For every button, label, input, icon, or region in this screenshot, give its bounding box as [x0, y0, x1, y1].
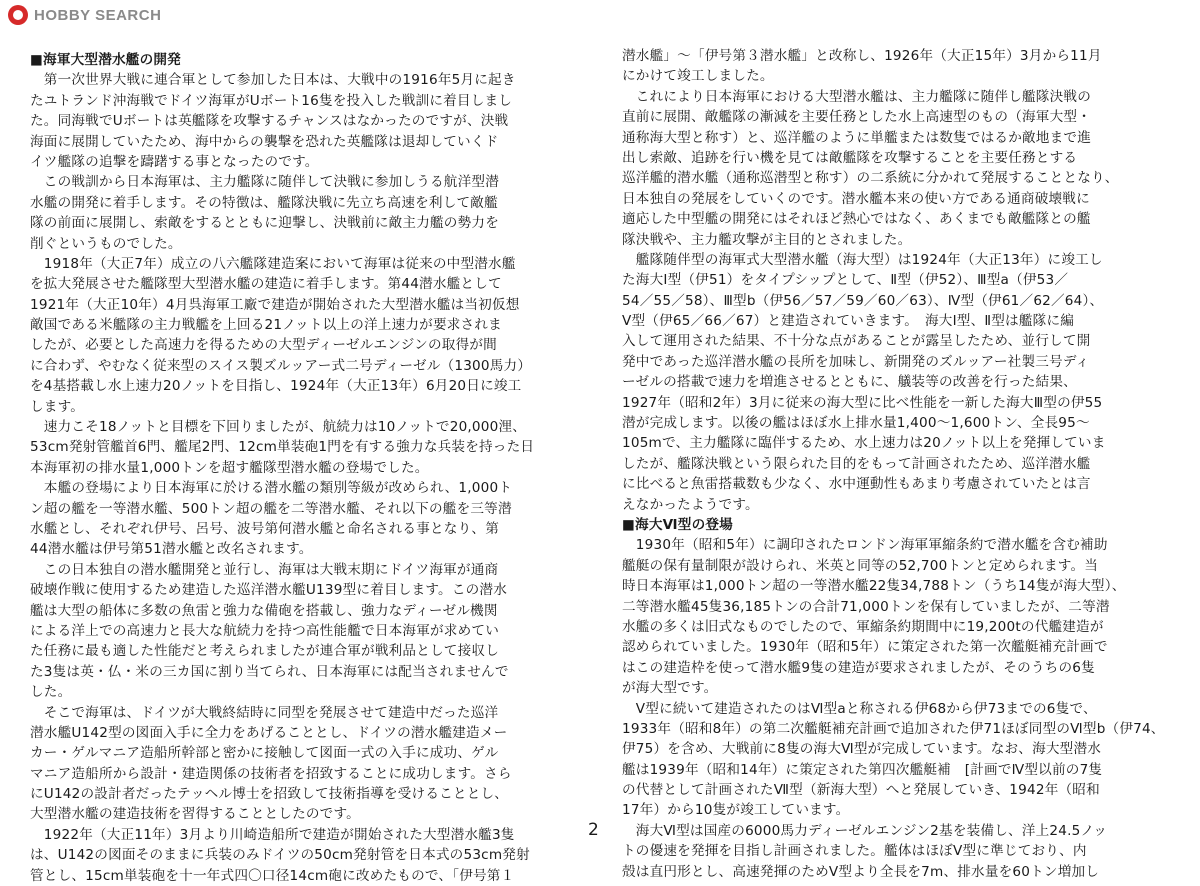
text-line: 54／55／58）、Ⅲ型b（伊56／57／59／60／63）、Ⅳ型（伊61／62／64）、 [622, 292, 1104, 309]
section-heading: ■海大Ⅵ型の登場 [622, 516, 733, 533]
text-line: します。 [30, 398, 85, 415]
text-line: これにより日本海軍における大型潜水艦は、主力艦隊に随伴し艦隊決戦の [622, 88, 1091, 105]
text-line: た任務に最も適した性能だと考えられましたが連合軍が戦利品として接収し [30, 643, 499, 660]
text-line: 潜水艦」～「伊号第３潜水艦」と改称し、1926年（大正15年）3月から11月 [622, 48, 1102, 64]
text-line: たユトランド沖海戦でドイツ海軍がUボート16隻を投入した戦訓に着目しまし [30, 92, 513, 109]
text-line: マニア造船所から設計・建造関係の技術者を招致することに成功します。さら [30, 765, 512, 782]
text-line: 第一次世界大戦に連合軍として参加した日本は、大戦中の1916年5月に起き [30, 72, 516, 89]
text-line: 1930年（昭和5年）に調印されたロンドン海軍軍縮条約で潜水艦を含む補助 [622, 537, 1108, 554]
hobby-search-logo[interactable] [8, 4, 161, 26]
text-line: 直前に展開、敵艦隊の漸減を主要任務とした水上高速型のもの（海軍大型・ [622, 109, 1091, 126]
text-line: を4基搭載し水上速力20ノットを目指し、1924年（大正13年）6月20日に竣工 [30, 378, 522, 395]
text-line: Ⅴ型（伊65／66／67）と建造されていきます。 海大Ⅰ型、Ⅱ型は艦隊に編 [622, 313, 1075, 330]
text-line: 潜水艦U142型の図面入手に全力をあげることとし、ドイツの潜水艦建造メー [30, 724, 508, 741]
text-line: したが、必要とした高速力を得るための大型ディーゼルエンジンの取得が間 [30, 337, 497, 354]
text-line: 隊決戦や、主力艦攻撃が主目的とされました。 [622, 231, 912, 248]
text-line: した。 [30, 684, 72, 701]
text-line: 44潜水艦は伊号第51潜水艦と改名されます。 [30, 541, 313, 558]
text-line: 削ぐというものでした。 [30, 235, 182, 252]
text-line: この戦訓から日本海軍は、主力艦隊に随伴して決戦に参加しうる航洋型潜 [30, 174, 499, 191]
text-line: 伊75）を含め、大戦前に8隻の海大Ⅵ型が完成しています。なお、海大型潜水 [622, 741, 1102, 758]
text-line: にかけて竣工しました。 [622, 68, 774, 85]
text-line: この日本独自の潜水艦開発と並行し、海軍は大戦末期にドイツ海軍が通商 [30, 561, 499, 578]
text-line: 1922年（大正11年）3月より川崎造船所で建造が開始された大型潜水艦3隻 [30, 826, 515, 843]
text-line: 艦は大型の船体に多数の魚雷と強力な備砲を搭載し、強力なディーゼル機関 [30, 602, 498, 619]
text-line: 入して運用された結果、不十分な点があることが露呈したため、並行して開 [622, 333, 1091, 350]
text-line: 水艦とし、それぞれ伊号、呂号、波号第何潜水艦と命名される事となり、第 [30, 520, 499, 537]
left-column [30, 50, 578, 886]
text-line: 海面に展開していたため、海中からの襲撃を恐れた英艦隊は退却していくド [30, 133, 499, 150]
text-line: 出し索敵、追跡を行い機を見ては敵艦隊を攻撃することを主要任務とする [622, 149, 1078, 166]
text-line: 1927年（昭和2年）3月に従来の海大型に比べ性能を一新した海大Ⅲ型の伊55 [622, 394, 1103, 411]
text-line: にU142の設計者だったテッヘル博士を招致して技術指導を受けることとし、 [30, 786, 509, 803]
text-line: 敵国である米艦隊の主力戦艦を上回る21ノット以上の洋上速力が要求されま [30, 317, 502, 334]
text-line: ーゼルの搭載で速力を増進させるとともに、艤装等の改善を行った結果、 [622, 374, 1077, 391]
text-line: はこの建造枠を使って潜水艦9隻の建造が要求されましたが、そのうちの6隻 [622, 659, 1095, 676]
text-line: た海大Ⅰ型（伊51）をタイプシップとして、Ⅱ型（伊52）、Ⅲ型a（伊53／ [622, 272, 1069, 289]
text-line: に比べると魚雷搭載数も少なく、水中運動性もあまり考慮されていたとは言 [622, 476, 1091, 493]
text-line: が海大型です。 [622, 680, 718, 697]
text-line: た。同海戦でUボートは英艦隊を攻撃するチャンスはなかったのですが、決戦 [30, 113, 509, 130]
text-line: 巡洋艦的潜水艦（通称巡潜型と称す）の二系統に分かれて発展することとなり、 [622, 170, 1119, 187]
text-line: に合わず、やむなく従来型のスイス製ズルッアー式二号ディーゼル（1300馬力） [30, 357, 532, 374]
text-line: 艦は1939年（昭和14年）に策定された第四次艦艇補 [計画でⅣ型以前の7隻 [622, 761, 1103, 778]
text-line: 水艦の多くは旧式なものでしたので、軍縮条約期間中に19,200tの代艦建造が [622, 618, 1104, 635]
text-line: 時日本海軍は1,000トン超の一等潜水艦22隻34,788トン（うち14隻が海大型）、 [622, 578, 1126, 595]
text-line: 管とし、15cm単装砲を十一年式四〇口径14cm砲に改めたもので、「伊号第１ [30, 867, 515, 884]
text-line: の代替として計画されたⅦ型（新海大型）へと発展していき、1942年（昭和 [622, 782, 1100, 799]
logo-text: HOBBY SEARCH [34, 6, 162, 24]
text-line: えなかったようです。 [622, 496, 759, 513]
text-line: したが、艦隊決戦という限られた目的をもって計画されたため、巡洋潜水艦 [622, 455, 1091, 472]
text-line: 1918年（大正7年）成立の八六艦隊建造案において海軍は従来の中型潜水艦 [30, 255, 516, 272]
text-line: 速力こそ18ノットと目標を下回りましたが、航続力は10ノットで20,000浬、 [30, 419, 527, 436]
text-line: トの優速を発揮を目指し計画されました。艦体はほぼⅤ型に準じており、内 [622, 843, 1087, 860]
text-line: 適応した中型艦の開発にはそれほど熱心ではなく、あくまでも敵艦隊との艦 [622, 211, 1091, 228]
text-line: 艦艇の保有量制限が設けられ、米英と同等の52,700トンと定められます。当 [622, 557, 1099, 574]
text-line: た3隻は英・仏・米の三カ国に割り当てられ、日本海軍には配当されませんで [30, 663, 509, 680]
text-line: イツ艦隊の追撃を躊躇する事となったのです。 [30, 153, 319, 170]
text-line: による洋上での高速力と長大な航続力を持つ高性能艦で日本海軍が求めてい [30, 622, 499, 639]
text-line: 艦隊随伴型の海軍式大型潜水艦（海大型）は1924年（大正13年）に竣工し [622, 251, 1103, 268]
text-line: 二等潜水艦45隻36,185トンの合計71,000トンを保有していましたが、二等潜 [622, 598, 1110, 615]
text-line: 1933年（昭和8年）の第二次艦艇補充計画で追加された伊71ほぼ同型のⅥ型b（伊74、 [622, 720, 1165, 737]
logo-icon [8, 5, 28, 25]
right-column [622, 46, 1170, 882]
text-line: 海大Ⅵ型は国産の6000馬力ディーゼルエンジン2基を装備し、洋上24.5ノッ [622, 822, 1108, 839]
text-line: カー・ゲルマニア造船所幹部と密かに接触して図面一式の入手に成功、ゲル [30, 745, 499, 762]
text-line: 隊の前面に展開し、索敵をするとともに迎撃し、決戦前に敵主力艦の勢力を [30, 215, 499, 232]
text-line: 大型潜水艦の建造技術を習得することとしたのです。 [30, 806, 360, 823]
page-number: 2 [588, 820, 599, 840]
text-line: 17年）から10隻が竣工しています。 [622, 802, 850, 819]
text-line: そこで海軍は、ドイツが大戦終結時に同型を発展させて建造中だった巡洋 [30, 704, 499, 721]
text-line: 発中であった巡洋潜水艦の長所を加味し、新開発のズルッアー社製三号ディ [622, 353, 1090, 370]
text-line: 本海軍初の排水量1,000トンを超す艦隊型潜水艦の登場でした。 [30, 459, 429, 476]
text-line: 105mで、主力艦隊に臨伴するため、水上速力は20ノット以上を発揮していま [622, 435, 1106, 452]
text-line: 破壊作戦に使用するため建造した巡洋潜水艦U139型に着目します。この潜水 [30, 582, 508, 599]
text-line: 通称海大型と称す）と、巡洋艦のように単艦または数隻ではるか敵地まで進 [622, 129, 1091, 146]
section-heading: ■海軍大型潜水艦の開発 [30, 52, 181, 68]
text-line: ン超の艦を一等潜水艦、500トン超の艦を二等潜水艦、それ以下の艦を三等潜 [30, 500, 512, 517]
text-line: 53cm発射管艦首6門、艦尾2門、12cm単装砲1門を有する強力な兵装を持った日 [30, 439, 535, 456]
text-line: Ⅴ型に続いて建造されたのはⅥ型aと称される伊68から伊73までの6隻で、 [622, 700, 1097, 717]
text-line: を拡大発展させた艦隊型大型潜水艦の建造に着手します。第44潜水艦として [30, 276, 502, 293]
text-line: 潜が完成します。以後の艦はほぼ水上排水量1,400～1,600トン、全長95～ [622, 415, 1090, 432]
text-line: 本艦の登場により日本海軍に於ける潜水艦の類別等級が改められ、1,000ト [30, 480, 513, 497]
text-line: は、U142の図面そのままに兵装のみドイツの50cm発射管を日本式の53cm発射 [30, 847, 530, 864]
text-line: 日本独自の発展をしていくのです。潜水艦本来の使い方である通商破壊戦に [622, 190, 1090, 207]
text-line: 1921年（大正10年）4月呉海軍工廠で建造が開始された大型潜水艦は当初仮想 [30, 296, 520, 313]
text-line: 水艦の開発に着手します。その特徴は、艦隊決戦に先立ち高速を利して敵艦 [30, 194, 498, 211]
text-line: 殻は直円形とし、高速発揮のためⅤ型より全長を7m、排水量を60トン増加し [622, 863, 1100, 880]
text-line: 認められていました。1930年（昭和5年）に策定された第一次艦艇補充計画で [622, 639, 1108, 656]
